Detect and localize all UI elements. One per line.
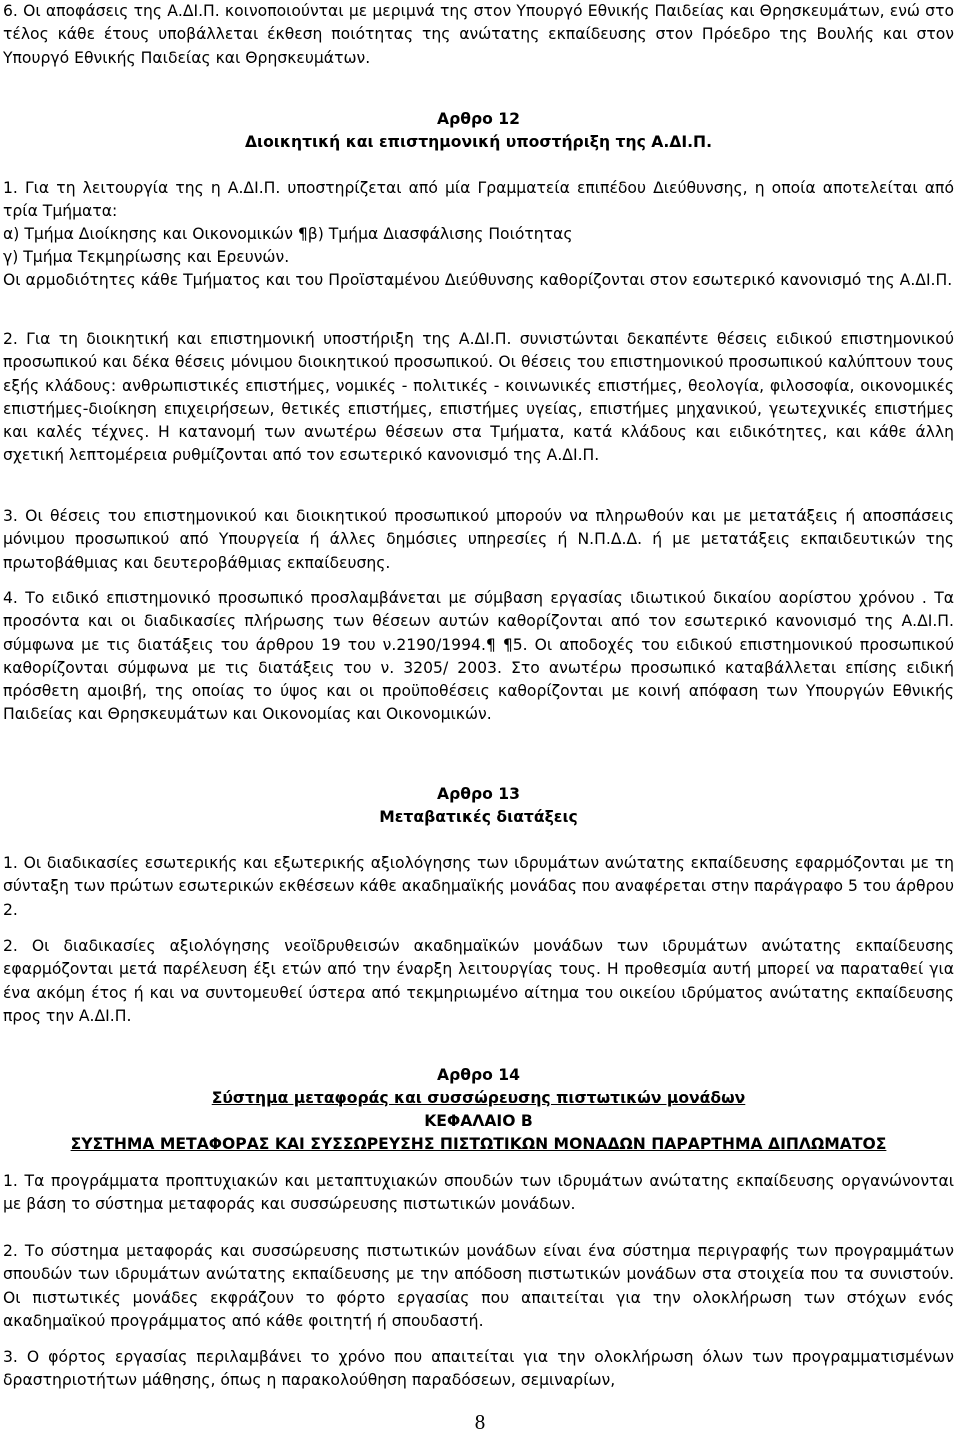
paragraph-a12p3: 3. Οι θέσεις του επιστημονικού και διοικητικού προσωπικού μπορούν να πληρωθούν και με μετατάξεις ή αποσπάσεις μόνιμου προσωπικού από Υπουργεία ή άλλες δημόσιες υπηρεσίες ή Ν.Π.Δ.Δ. ή με μετατάξεις εκπαιδευτικών της πρωτοβάθμιας και δευτεροβάθμιας εκπαίδευσης. [3,507,954,572]
heading-h14b: Σύστημα μεταφοράς και συσσώρευσης πιστωτικών μονάδων [211,1089,746,1107]
paragraph-a12p1a: 1. Για τη λειτουργία της η Α.ΔΙ.Π. υποστηρίζεται από μία Γραμματεία επιπέδου Διεύθυνσης, η οποία αποτελείται από τρία Τμήματα: [3,179,954,221]
heading-h12a: Αρθρο 12 [437,110,520,128]
heading-h14d: ΣΥΣΤΗΜΑ ΜΕΤΑΦΟΡΑΣ ΚΑΙ ΣΥΣΣΩΡΕΥΣΗΣ ΠΙΣΤΩΤΙΚΩΝ ΜΟΝΑΔΩΝ ΠΑΡΑΡΤΗΜΑ ΔΙΠΛΩΜΑΤΟΣ [70,1135,887,1153]
paragraph-a12p1b: α) Τμήμα Διοίκησης και Οικονομικών ¶β) Τμήμα Διασφάλισης Ποιότητας [3,225,573,243]
paragraph-a13p2: 2. Οι διαδικασίες αξιολόγησης νεοϊδρυθεισών ακαδημαϊκών μονάδων των ιδρυμάτων ανώτατης εκπαίδευσης εφαρμόζονται μετά παρέλευση έξι ετών από την έναρξη λειτουργίας τους. Η προθεσμία αυτή μπορεί να παραταθεί για ένα ακόμη έτος ή και να συντομευθεί ύστερα από τεκμηριωμένο αίτημα του οικείου ιδρύματος ανώτατης εκπαίδευσης προς την Α.ΔΙ.Π. [3,937,954,1025]
heading-h13b: Μεταβατικές διατάξεις [379,808,578,826]
heading-h13a: Αρθρο 13 [437,785,520,803]
page-number: 8 [474,1410,486,1434]
paragraph-p6: 6. Οι αποφάσεις της Α.ΔΙ.Π. κοινοποιούνται με μεριμνά της στον Υπουργό Εθνικής Παιδείας και Θρησκευμάτων, ενώ στο τέλος κάθε έτους υποβάλλεται έκθεση ποιότητας της ανώτατης εκπαίδευσης στον Πρόεδρο της Βουλής και στον Υπουργό Εθνικής Παιδείας και Θρησκευμάτων. [3,2,954,67]
paragraph-a12p2: 2. Για τη διοικητική και επιστημονική υποστήριξη της Α.ΔΙ.Π. συνιστώνται δεκαπέντε θέσεις ειδικού επιστημονικού προσωπικού και δέκα θέσεις μόνιμου διοικητικού προσωπικού. Οι θέσεις του επιστημονικού προσωπικού καλύπτουν τους εξής κλάδους: ανθρωπιστικές επιστήμες, νομικές - πολιτικές - κοινωνικές επιστήμες, θεολογία, φιλοσοφία, οικονομικές επιστήμες-διοίκηση επιχειρήσεων, θετικές επιστήμες, επιστήμες υγείας, επιστήμες μηχανικού, γεωτεχνικές επιστήμες και καλές τέχνες. Η κατανομή των ανωτέρω θέσεων στα Τμήματα, κατά κλάδους και ειδικότητες, και κάθε άλλη σχετική λεπτομέρεια ρυθμίζονται από τον εσωτερικό κανονισμό της Α.ΔΙ.Π. [3,330,954,465]
heading-h14c: ΚΕΦΑΛΑΙΟ Β [424,1112,533,1130]
paragraph-a12p1c: γ) Τμήμα Τεκμηρίωσης και Ερευνών. [3,248,290,266]
paragraph-a13p1: 1. Οι διαδικασίες εσωτερικής και εξωτερικής αξιολόγησης των ιδρυμάτων ανώτατης εκπαίδευσης εφαρμόζονται με τη σύνταξη των πρώτων εσωτερικών εκθέσεων κάθε ακαδημαϊκής μονάδας που αναφέρεται στην παράγραφο 5 του άρθρου 2. [3,854,954,919]
heading-h14a: Αρθρο 14 [437,1066,520,1084]
heading-h12b: Διοικητική και επιστημονική υποστήριξη της Α.ΔΙ.Π. [244,133,713,151]
paragraph-a12p1d: Οι αρμοδιότητες κάθε Τμήματος και του Προϊσταμένου Διεύθυνσης καθορίζονται στον εσωτερικό κανονισμό της Α.ΔΙ.Π. [3,271,953,289]
paragraph-a14p3: 3. Ο φόρτος εργασίας περιλαμβάνει το χρόνο που απαιτείται για την ολοκλήρωση όλων των προγραμματισμένων δραστηριοτήτων μάθησης, όπως η παρακολούθηση παραδόσεων, σεμιναρίων, [3,1348,954,1390]
paragraph-a14p1: 1. Τα προγράμματα προπτυχιακών και μεταπτυχιακών σπουδών των ιδρυμάτων ανώτατης εκπαίδευσης οργανώνονται με βάση το σύστημα μεταφοράς και συσσώρευσης πιστωτικών μονάδων. [3,1172,954,1214]
paragraph-a12p4: 4. Το ειδικό επιστημονικό προσωπικό προσλαμβάνεται με σύμβαση εργασίας ιδιωτικού δικαίου αορίστου χρόνου . Τα προσόντα και οι διαδικασίες πλήρωσης των θέσεων αυτών καθορίζονται από τον εσωτερικό κανονισμό της Α.ΔΙ.Π. σύμφωνα με τις διατάξεις του άρθρου 19 του ν.2190/1994.¶ ¶5. Οι αποδοχές του ειδικού επιστημονικού προσωπικού καθορίζονται σύμφωνα με τις διατάξεις του ν. 3205/ 2003. Στο ανωτέρω προσωπικό καταβάλλεται επίσης ειδική πρόσθετη αμοιβή, της οποίας το ύψος και οι προϋποθέσεις καθορίζονται με κοινή απόφαση των Υπουργών Εθνικής Παιδείας και Θρησκευμάτων και Οικονομίας και Οικονομικών. [3,589,954,724]
paragraph-a14p2: 2. Το σύστημα μεταφοράς και συσσώρευσης πιστωτικών μονάδων είναι ένα σύστημα περιγραφής των προγραμμάτων σπουδών των ιδρυμάτων ανώτατης εκπαίδευσης με την απόδοση πιστωτικών μονάδων στα στοιχεία που τα συνιστούν. Οι πιστωτικές μονάδες εκφράζουν το φόρτο εργασίας που απαιτείται για την ολοκλήρωση των στόχων ενός ακαδημαϊκού προγράμματος από κάθε φοιτητή ή σπουδαστή. [3,1242,954,1330]
